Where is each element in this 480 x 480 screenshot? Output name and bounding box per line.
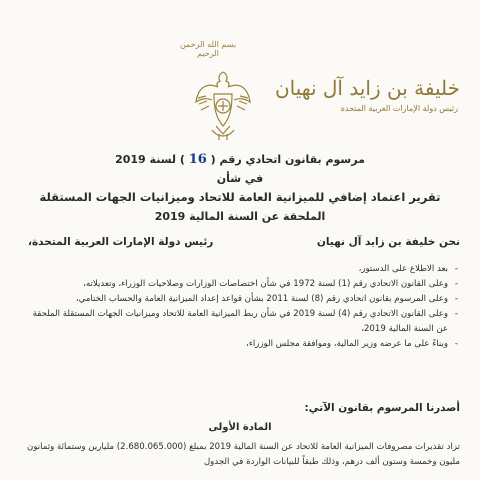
- basmala-calligraphy: بسم الله الرحمن الرحيم: [179, 40, 237, 58]
- signature-title: رئيس دولة الإمارات العربية المتحدة: [340, 104, 458, 113]
- subject-line-1: تقرير اعتماد إضافي للميزانية العامة للاتحاد وميزانيات الجهات المستقلة: [39, 190, 441, 204]
- recital-item: - وعلى القانون الاتحادي رقم (4) لسنة 2019 في شأن ربط الميزانية العامة للاتحاد وميزانيات الجهات المستقلة الملحقة عن السنة المالية 2019،: [30, 307, 460, 337]
- recital-item: - وبناءً على ما عرضه وزير المالية، وموافقة مجلس الوزراء،: [30, 337, 460, 352]
- recital-item: - وعلى المرسوم بقانون اتحادي رقم (8) لسنة 2011 بشأن قواعد إعداد الميزانية العامة والحساب الختامي،: [30, 292, 460, 307]
- uae-emblem-falcon-icon: [192, 68, 254, 142]
- decree-title-prefix: مرسوم بقانون اتحادي رقم (: [210, 153, 365, 166]
- issuer-row: [20, 236, 460, 252]
- article-title: المادة الأولى: [208, 422, 272, 433]
- article-text: تزاد تقديرات مصروفات الميزانية العامة للاتحاد عن السنة المالية 2019 بمبلغ (2.680.065.000) مليارين وستمائة وثمانون مليون وخمسة وستون ألف درهم، وذلك طبقاً للبيانات الواردة في الجدول: [27, 442, 460, 467]
- issuer-title: رئيس دولة الإمارات العربية المتحدة،: [28, 236, 214, 248]
- recital-item: - بعد الاطلاع على الدستور،: [30, 262, 460, 277]
- recital-item: - وعلى القانون الاتحادي رقم (1) لسنة 1972 في شأن اختصاصات الوزارات وصلاحيات الوزراء، وتعديلاته،: [30, 277, 460, 292]
- in-regard-heading: في شأن: [216, 172, 264, 185]
- decree-number: 16: [188, 152, 207, 167]
- decree-title: [0, 152, 480, 167]
- decree-title-suffix: ) لسنة 2019: [115, 153, 185, 166]
- issuer-name: نحن خليفة بن زايد آل نهيان: [316, 236, 460, 248]
- signature-letterhead: [274, 76, 460, 122]
- signature-name: خليفة بن زايد آل نهيان: [274, 76, 460, 100]
- recitals-list: [30, 262, 460, 352]
- decreed-heading: أصدرنا المرسوم بقانون الآتي:: [304, 402, 460, 414]
- subject-line-2: الملحقة عن السنة المالية 2019: [154, 210, 326, 223]
